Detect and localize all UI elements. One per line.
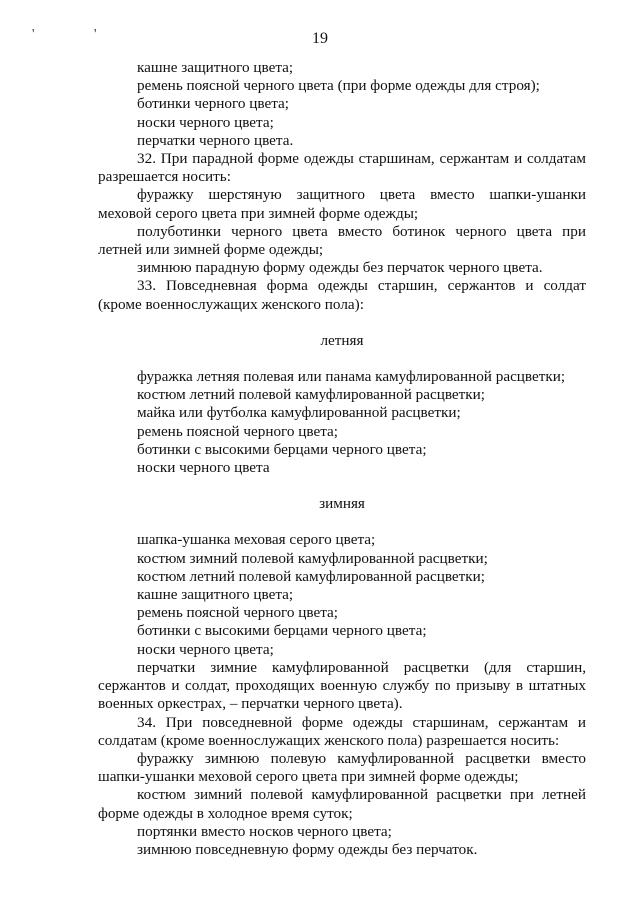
item-line: перчатки черного цвета. (137, 131, 294, 149)
summer-heading: летняя (320, 331, 364, 349)
winter-item: перчатки зимние камуфлированной расцветки (для старшин, сержантов и солдат, проходящих военную службу по призыву в штатных военных оркестрах, – перчатки черного цвета). (98, 658, 586, 713)
paragraph-34-a: фуражку зимнюю полевую камуфлированной расцветки вместо шапки-ушанки меховой серого цвета при зимней форме одежды; (98, 749, 586, 786)
winter-item: ремень поясной черного цвета; (137, 604, 339, 622)
page-number: 19 (312, 30, 328, 47)
paragraph-32-c: зимнюю парадную форму одежды без перчаток черного цвета. (137, 259, 543, 277)
paragraph-33: 33. Повседневная форма одежды старшин, сержантов и солдат (кроме военнослужащих женского пола): (98, 277, 586, 313)
winter-item: костюм зимний полевой камуфлированной расцветки; (137, 549, 488, 567)
summer-item: ремень поясной черного цвета; (137, 422, 339, 440)
winter-heading: зимняя (319, 495, 365, 513)
summer-item: ботинки с высокими берцами черного цвета; (137, 440, 427, 458)
winter-item: костюм летний полевой камуфлированной расцветки; (137, 567, 486, 585)
winter-item: шапка-ушанка меховая серого цвета; (137, 531, 376, 549)
paragraph-32: 32. При парадной форме одежды старшинам, сержантам и солдатам разрешается носить: (98, 150, 586, 186)
paragraph-34: 34. При повседневной форме одежды старшинам, сержантам и солдатам (кроме военнослужащих женского пола) разрешается носить: (98, 713, 586, 749)
paragraph-32-a: фуражку шерстяную защитного цвета вместо шапки-ушанки меховой серого цвета при зимней форме одежды; (98, 186, 586, 222)
document-body (98, 59, 586, 859)
winter-item: ботинки с высокими берцами черного цвета; (137, 622, 427, 640)
summer-item: костюм летний полевой камуфлированной расцветки; (137, 386, 486, 404)
winter-item: кашне защитного цвета; (137, 586, 294, 604)
summer-item: майка или футболка камуфлированной расцветки; (137, 404, 461, 422)
scan-marks: ' ' (32, 27, 125, 42)
item-line: кашне защитного цвета; (137, 59, 294, 76)
item-line: носки черного цвета; (137, 113, 274, 131)
paragraph-32-b: полуботинки черного цвета вместо ботинок черного цвета при летней или зимней форме одежды; (98, 222, 586, 259)
paragraph-34-d: зимнюю повседневную форму одежды без перчаток. (137, 840, 478, 858)
paragraph-34-c: портянки вместо носков черного цвета; (137, 822, 392, 840)
item-line: ботинки черного цвета; (137, 95, 289, 113)
summer-item: фуражка летняя полевая или панама камуфлированной расцветки; (137, 368, 566, 386)
item-line: ремень поясной черного цвета (при форме одежды для строя); (137, 77, 540, 95)
winter-item: носки черного цвета; (137, 640, 274, 658)
summer-item: носки черного цвета (137, 459, 270, 477)
paragraph-34-b: костюм зимний полевой камуфлированной расцветки при летней форме одежды в холодное время суток; (98, 786, 586, 822)
